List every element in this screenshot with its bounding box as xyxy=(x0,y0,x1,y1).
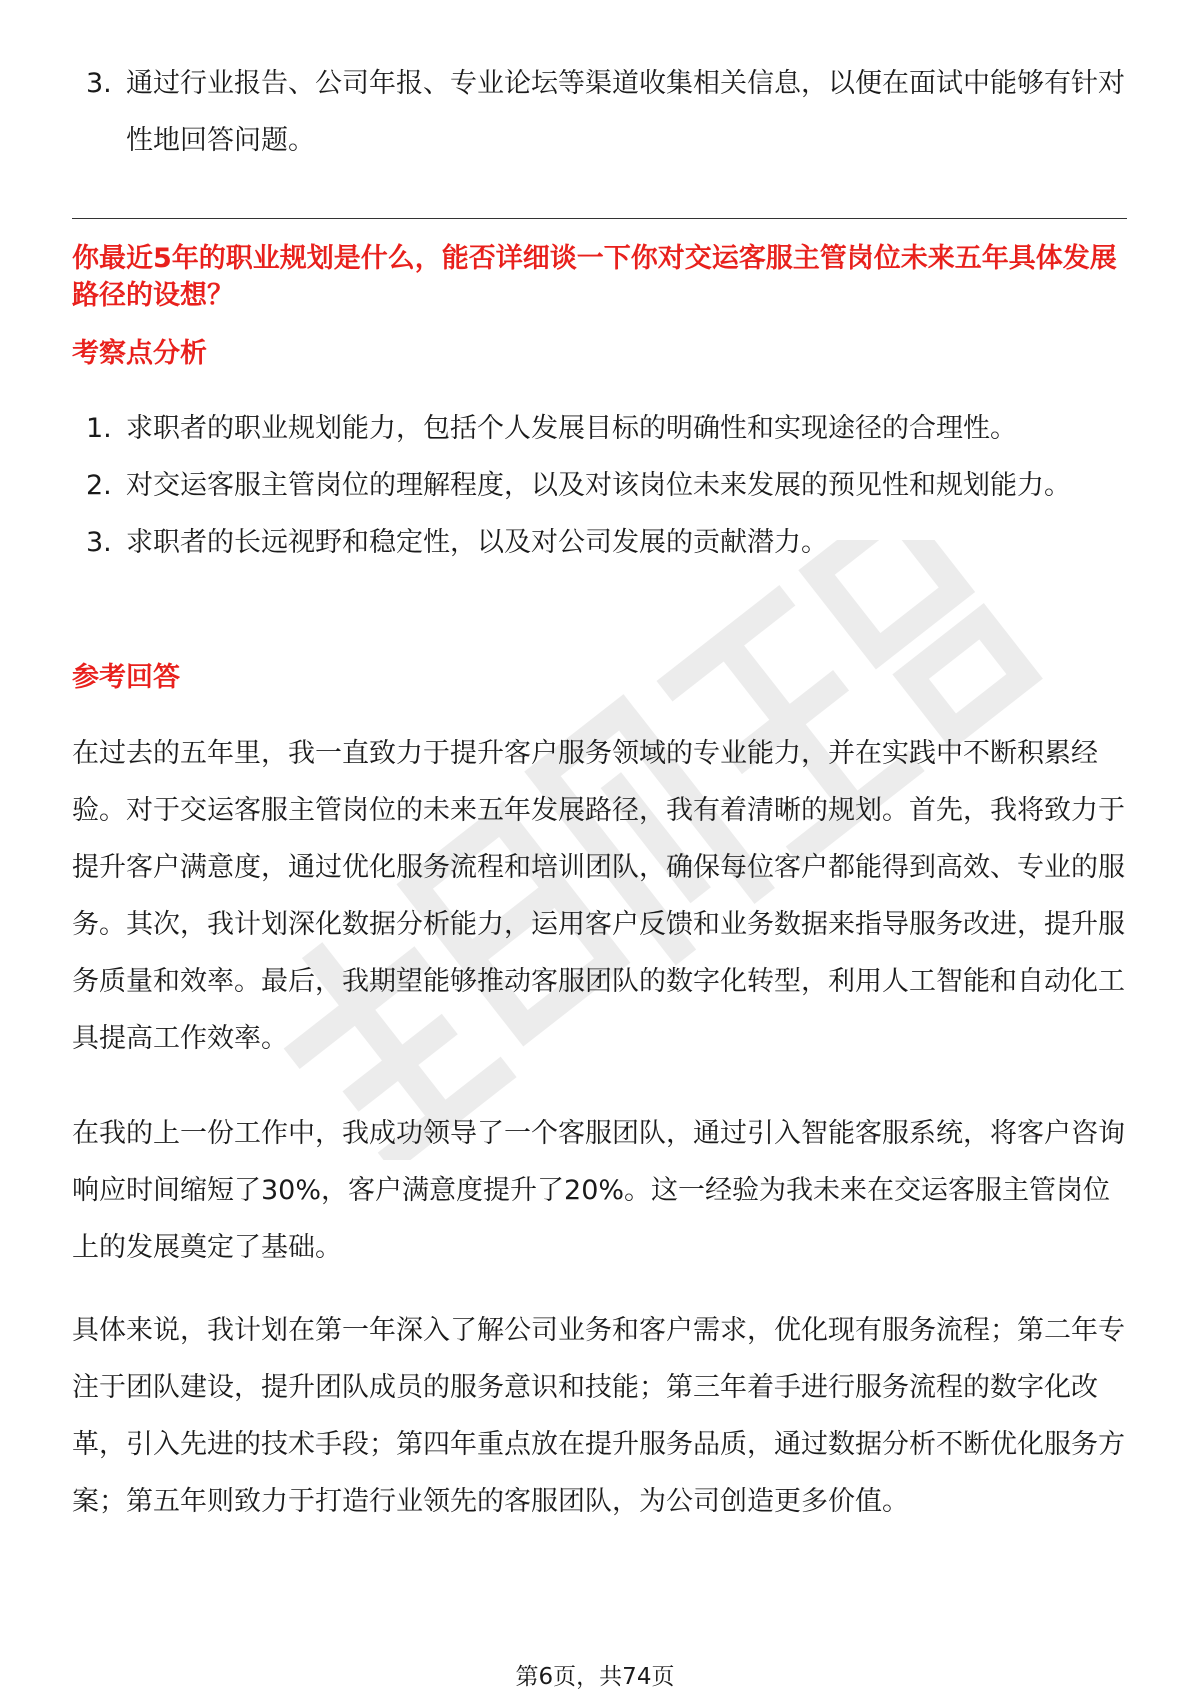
interview-question: 你最近5年的职业规划是什么，能否详细谈一下你对交运客服主管岗位未来五年具体发展路径的设想？ xyxy=(72,243,1117,311)
list-item xyxy=(72,514,1127,571)
list-item-text: 通过行业报告、公司年报、专业论坛等渠道收集相关信息，以便在面试中能够有针对性地回答问题。 xyxy=(126,68,1125,156)
list-item-number: 3. xyxy=(86,527,112,558)
previous-list xyxy=(72,55,1127,169)
section-divider xyxy=(72,218,1127,219)
list-item-text: 求职者的职业规划能力，包括个人发展目标的明确性和实现途径的合理性。 xyxy=(126,413,1017,444)
list-item xyxy=(72,457,1127,514)
list-item-number: 1. xyxy=(86,413,112,444)
answer-paragraph: 在我的上一份工作中，我成功领导了一个客服团队，通过引入智能客服系统，将客户咨询响应时间缩短了30%，客户满意度提升了20%。这一经验为我未来在交运客服主管岗位上的发展奠定了基础。 xyxy=(72,1118,1125,1263)
analysis-heading: 考察点分析 xyxy=(72,338,207,369)
list-item-text: 求职者的长远视野和稳定性，以及对公司发展的贡献潜力。 xyxy=(126,527,828,558)
list-item-text: 对交运客服主管岗位的理解程度，以及对该岗位未来发展的预见性和规划能力。 xyxy=(126,470,1071,501)
page-number-footer: 第6页，共74页 xyxy=(515,1664,675,1690)
answer-paragraph: 具体来说，我计划在第一年深入了解公司业务和客户需求，优化现有服务流程；第二年专注于团队建设，提升团队成员的服务意识和技能；第三年着手进行服务流程的数字化改革，引入先进的技术手段；第四年重点放在提升服务品质，通过数据分析不断优化服务方案；第五年则致力于打造行业领先的客服团队，为公司创造更多价值。 xyxy=(72,1315,1125,1517)
list-item xyxy=(72,400,1127,457)
answer-heading: 参考回答 xyxy=(72,662,180,693)
list-item-number: 3. xyxy=(86,68,112,99)
answer-paragraph: 在过去的五年里，我一直致力于提升客户服务领域的专业能力，并在实践中不断积累经验。对于交运客服主管岗位的未来五年发展路径，我有着清晰的规划。首先，我将致力于提升客户满意度，通过优化服务流程和培训团队，确保每位客户都能得到高效、专业的服务。其次，我计划深化数据分析能力，运用客户反馈和业务数据来指导服务改进，提升服务质量和效率。最后，我期望能够推动客服团队的数字化转型，利用人工智能和自动化工具提高工作效率。 xyxy=(72,738,1125,1054)
list-item-number: 2. xyxy=(86,470,112,501)
analysis-list xyxy=(72,400,1127,571)
list-item xyxy=(72,55,1127,169)
